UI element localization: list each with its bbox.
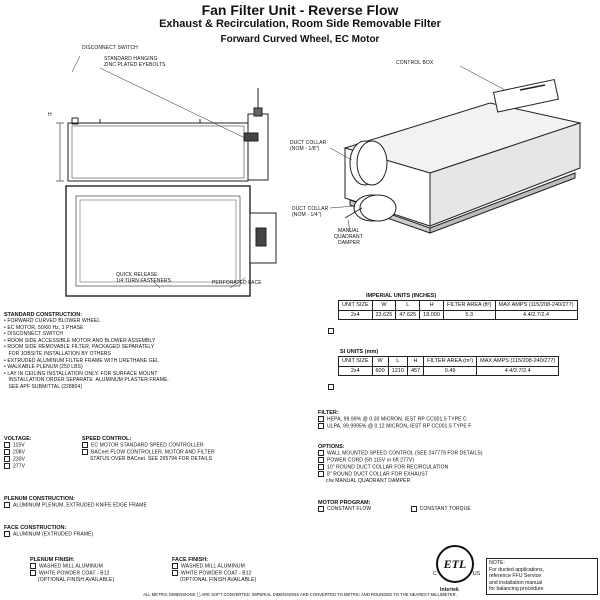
filter-option[interactable]: ULPA, 99.9995% @ 0.12 MICRON, IEST RP CC001.5 TYPE F: [318, 423, 598, 430]
face-finish-section: [172, 557, 312, 583]
plenum-construction-item[interactable]: ALUMINUM PLENUM, EXTRUDED KNIFE EDGE FRAME: [4, 502, 304, 509]
imperial-cell: 5.3: [443, 310, 495, 320]
label-quick-release-1: QUICK RELEASE: [116, 272, 158, 278]
speed-option[interactable]: BACnet FLOW CONTROLLER, MOTOR AND FILTER: [82, 449, 312, 456]
checkbox[interactable]: [318, 506, 324, 512]
cert-c: C: [433, 571, 437, 577]
checkbox[interactable]: [172, 570, 178, 576]
imperial-header: W: [372, 301, 396, 311]
si-header: H: [407, 357, 423, 367]
options-section: [318, 444, 598, 484]
sc-item: INSTALLATION ORDER SEPARATE ALUMINUM PLASTER FRAME.: [4, 377, 169, 384]
label-perforated-face: PERFORATED FACE: [212, 280, 262, 286]
sc-item: FOR JOBSITE INSTALLATION BY OTHERS: [4, 350, 112, 357]
label-duct-collar-1-nom: (NOM - 1/8"): [290, 146, 320, 152]
checkbox[interactable]: [172, 563, 178, 569]
filter-option[interactable]: HEPA, 99.99% @ 0.30 MICRON, IEST RP CC001.5 TYPE C: [318, 416, 598, 423]
si-cell: 600: [372, 366, 388, 376]
note-line: reference FFU Service: [489, 573, 542, 579]
si-header: W: [372, 357, 388, 367]
voltage-section: [4, 436, 74, 470]
imperial-header: FILTER AREA (ft²): [443, 301, 495, 311]
voltage-heading: VOLTAGE:: [4, 436, 32, 442]
page-title: Fan Filter Unit - Reverse Flow: [201, 2, 399, 18]
plenum-finish-section: [30, 557, 170, 583]
si-cell: 0.49: [424, 366, 477, 376]
checkbox[interactable]: [4, 502, 10, 508]
face-construction-heading: FACE CONSTRUCTION:: [4, 525, 67, 531]
checkbox[interactable]: [318, 423, 324, 429]
motor-program-heading: MOTOR PROGRAM:: [318, 500, 371, 506]
footer-note: ALL METRIC DIMENSIONS ( ) ARE SOFT CONVERTED. IMPERIAL DIMENSIONS ARE CONVERTED TO METRIC AND ROUNDED TO THE NEAREST MILLIMETER.: [143, 592, 457, 597]
etl-certification-mark: [433, 543, 481, 595]
sc-item: • FORWARD CURVED BLOWER WHEEL: [4, 318, 101, 324]
sc-item: • ROOM SIDE REMOVABLE FILTER, PACKAGED SEPARATELY: [4, 344, 155, 351]
sc-item: • ROOM SIDE ACCESSIBLE MOTOR AND BLOWER ASSEMBLY: [4, 337, 156, 344]
options-item[interactable]: POWER CORD (5ft 115V or 6ft 277V): [318, 457, 598, 464]
checkbox[interactable]: [318, 450, 324, 456]
si-checkbox[interactable]: [328, 384, 334, 390]
checkbox[interactable]: [4, 449, 10, 455]
imperial-header: MAX AMPS (115/208-240/277): [495, 301, 577, 311]
speed-control-heading: SPEED CONTROL:: [82, 436, 132, 442]
side-view: [56, 56, 268, 181]
checkbox[interactable]: [318, 471, 324, 477]
note-line: for balancing procedure: [489, 586, 544, 592]
si-header: L: [388, 357, 407, 367]
checkbox[interactable]: [318, 416, 324, 422]
imperial-heading: IMPERIAL UNITS (INCHES): [366, 293, 437, 299]
sc-item: • WALKABLE PLENUM (250 LBS): [4, 364, 83, 371]
si-cell: 2x4: [339, 366, 373, 376]
si-table: [328, 356, 559, 376]
label-duct-collar-2-nom: (NOM - 1/4"): [292, 212, 322, 218]
options-item[interactable]: 10" ROUND DUCT COLLAR FOR RECIRCULATION: [318, 464, 598, 471]
label-disconnect-switch: DISCONNECT SWITCH: [82, 45, 138, 51]
sc-item: • EXTRUDED ALUMINUM FILTER FRAME WITH URETHANE GEL: [4, 357, 160, 364]
label-quick-release-2: 1/4 TURN FASTENERS: [116, 278, 172, 284]
label-control-box: CONTROL BOX: [396, 60, 434, 66]
note-line: NOTE:: [489, 560, 505, 566]
plenum-finish-option[interactable]: WHITE POWDER COAT - B12: [30, 570, 170, 577]
label-damper-1: MANUAL: [338, 228, 360, 234]
label-eyebolts-1: STANDARD HANGING: [104, 56, 158, 62]
motor-option-flow[interactable]: CONSTANT FLOW: [318, 506, 371, 512]
checkbox[interactable]: [30, 563, 36, 569]
dimension-h: H: [48, 112, 52, 118]
note-line: and installation manual: [489, 579, 543, 586]
sc-item: • EC MOTOR, 50/60 Hz, 1 PHASE: [4, 324, 84, 331]
checkbox[interactable]: [411, 506, 417, 512]
imperial-cell: 47.625: [396, 310, 420, 320]
options-item-cont: c/w MANUAL QUADRANT DAMPER: [326, 477, 411, 484]
si-cell: 457: [407, 366, 423, 376]
checkbox[interactable]: [30, 570, 36, 576]
checkbox[interactable]: [318, 464, 324, 470]
label-damper-3: DAMPER: [338, 240, 360, 246]
sc-item: SEE APF SUBMITTAL (228804): [4, 383, 83, 390]
svg-text:ETL: ETL: [443, 557, 467, 571]
options-item[interactable]: WALL MOUNTED SPEED CONTROL (SEE 247779 FOR DETAILS): [318, 450, 598, 457]
page-subtitle-2: Forward Curved Wheel, EC Motor: [220, 34, 380, 45]
label-eyebolts-2: ZINC PLATED EYEBOLTS: [104, 62, 166, 68]
checkbox[interactable]: [4, 456, 10, 462]
filter-section: [318, 410, 598, 430]
si-cell: 1210: [388, 366, 407, 376]
plenum-construction-section: [4, 496, 304, 509]
speed-option-cont: STATUS OVER BACnet. SEE 265794 FOR DETAILS: [90, 455, 213, 462]
checkbox[interactable]: [4, 442, 10, 448]
label-duct-collar-2: DUCT COLLAR: [292, 206, 329, 212]
note-line: For ducted applications,: [489, 566, 545, 573]
imperial-cell: 2x4: [339, 310, 373, 320]
plenum-finish-note: (OPTIONAL FINISH AVAILABLE): [38, 576, 115, 583]
plenum-finish-option[interactable]: WASHED MILL ALUMINUM: [30, 563, 170, 570]
imperial-header: UNIT SIZE: [339, 301, 373, 311]
cert-us: US: [473, 571, 481, 577]
checkbox[interactable]: [4, 463, 10, 469]
si-cell: 4.4/2.7/2.4: [477, 366, 559, 376]
plenum-finish-heading: PLENUM FINISH:: [30, 557, 75, 563]
cert-intertek: Intertek: [440, 587, 459, 593]
checkbox[interactable]: [82, 449, 88, 455]
label-damper-2: QUADRANT: [334, 234, 363, 240]
etl-logo-icon: [433, 543, 481, 587]
technical-drawing: [0, 48, 600, 298]
label-duct-collar-1: DUCT COLLAR: [290, 140, 327, 146]
voltage-option[interactable]: 277V: [4, 463, 74, 470]
voltage-option[interactable]: 230V: [4, 456, 74, 463]
plenum-construction-heading: PLENUM CONSTRUCTION:: [4, 496, 75, 502]
face-finish-note: (OPTIONAL FINISH AVAILABLE): [180, 576, 257, 583]
si-heading: SI UNITS (mm): [340, 349, 379, 355]
si-header: MAX AMPS (115/208-240/277): [477, 357, 559, 367]
face-finish-heading: FACE FINISH:: [172, 557, 209, 563]
voltage-option[interactable]: 208V: [4, 449, 74, 456]
checkbox[interactable]: [4, 531, 10, 537]
si-header: FILTER AREA (m²): [424, 357, 477, 367]
face-finish-option[interactable]: WASHED MILL ALUMINUM: [172, 563, 312, 570]
sc-item: • DISCONNECT SWITCH: [4, 331, 64, 338]
checkbox[interactable]: [82, 442, 88, 448]
options-heading: OPTIONS:: [318, 444, 345, 450]
imperial-checkbox[interactable]: [328, 328, 334, 334]
page-subtitle: Exhaust & Recirculation, Room Side Removable Filter: [159, 18, 441, 30]
si-header: UNIT SIZE: [339, 357, 373, 367]
motor-program-options: [318, 506, 598, 513]
face-construction-item[interactable]: ALUMINUM (EXTRUDED FRAME): [4, 531, 304, 538]
imperial-header: H: [420, 301, 444, 311]
note-box: [486, 558, 598, 595]
imperial-cell: 4.4/2.7/2.4: [495, 310, 577, 320]
standard-construction: [4, 312, 304, 391]
speed-control-section: [82, 436, 312, 462]
voltage-option[interactable]: 115V: [4, 442, 74, 449]
face-construction-section: [4, 525, 304, 538]
sc-item: • LAY IN CEILING INSTALLATION ONLY. FOR SURFACE MOUNT: [4, 370, 158, 377]
speed-option[interactable]: EC MOTOR STANDARD SPEED CONTROLLER: [82, 442, 312, 449]
imperial-table: [328, 300, 578, 320]
motor-program-section: [318, 500, 598, 513]
imperial-cell: 23.625: [372, 310, 396, 320]
imperial-header: L: [396, 301, 420, 311]
options-item[interactable]: 8" ROUND DUCT COLLAR FOR EXHAUST: [318, 471, 598, 478]
motor-option-torque[interactable]: CONSTANT TORQUE: [411, 506, 471, 512]
isometric-view: [330, 66, 580, 233]
standard-construction-heading: STANDARD CONSTRUCTION:: [4, 312, 83, 318]
filter-heading: FILTER:: [318, 410, 339, 416]
imperial-cell: 18.000: [420, 310, 444, 320]
checkbox[interactable]: [318, 457, 324, 463]
face-finish-option[interactable]: WHITE POWDER COAT - B12: [172, 570, 312, 577]
